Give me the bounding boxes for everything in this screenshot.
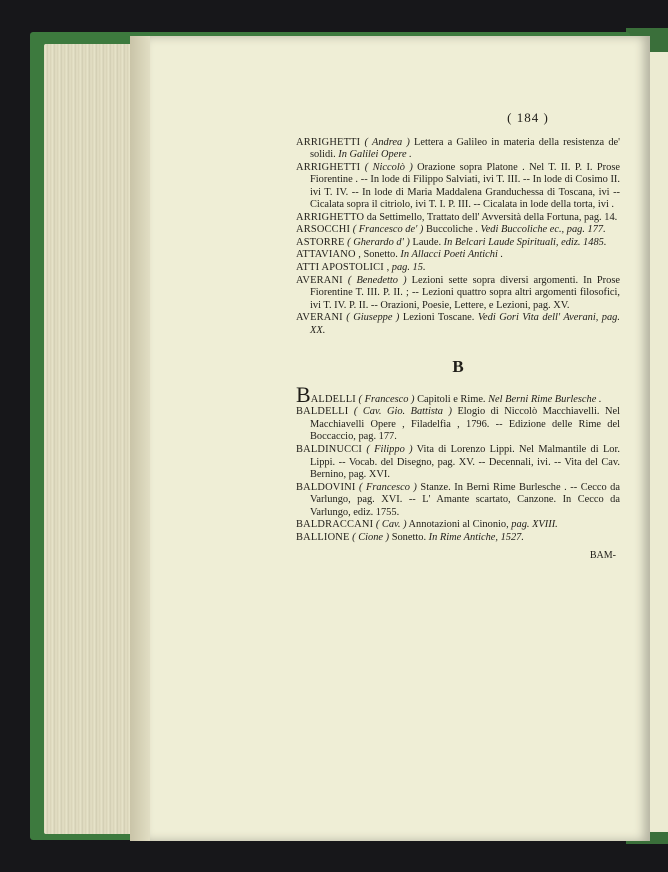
entry-text: Sonetto. (389, 531, 429, 543)
index-entry (296, 237, 620, 250)
entry-reference: In Allacci Poeti Antichi . (400, 249, 504, 261)
entry-text: , Sonetto. (355, 249, 401, 261)
entry-heading: ATTAVIANO (296, 249, 356, 261)
entry-reference: Vedi Gori Vita dell' Averani, pag. XX. (310, 312, 620, 336)
index-entry (296, 406, 620, 444)
index-entry (296, 212, 620, 225)
index-entry (296, 249, 620, 262)
entry-text: Lezioni sette sopra diversi argomenti. In Prose Fiorentine T. III. P. II. ; -- Lezioni quattro sopra altri argomenti filosofici, ivi T. IV. P. II. -- Orazioni, Poesie, Lettere, e Lezioni, pag. XV. (310, 274, 620, 311)
entries-section-b (296, 381, 620, 545)
entry-name: ( Francesco de' ) (350, 224, 424, 236)
entry-name: ( Filippo ) (362, 444, 413, 456)
index-entry (296, 162, 620, 212)
index-entry (296, 482, 620, 520)
entry-text: , (383, 262, 392, 274)
entry-heading: ARRIGHETTO (296, 211, 365, 223)
entry-name: ( Niccolò ) (360, 161, 413, 173)
entry-heading: ASTORRE (296, 236, 345, 248)
section-heading: B (452, 357, 464, 377)
entry-heading: ARRIGHETTI (296, 136, 361, 148)
entry-heading: BALDOVINI (296, 481, 356, 493)
entry-heading: ARRIGHETTI (296, 161, 361, 173)
entry-name: ( Francesco ) (355, 481, 417, 493)
entry-reference: In Belcari Laude Spirituali, ediz. 1485. (443, 236, 607, 248)
entry-heading: AVERANI (296, 312, 343, 324)
entry-name: ( Francesco ) (355, 393, 415, 405)
index-entry (296, 312, 620, 337)
entry-text: da Settimello, Trattato dell' Avversità della Fortuna, pag. 14. (364, 211, 618, 223)
entry-name: ( Cav. Gio. Battista ) (348, 406, 452, 418)
entry-name: ( Cav. ) (373, 519, 407, 531)
entry-name: ( Gherardo d' ) (344, 236, 410, 248)
entry-text: Capitoli e Rime. (414, 393, 489, 405)
index-entry (296, 444, 620, 482)
entry-text: Lezioni Toscane. (399, 312, 478, 324)
entry-text: Elogio di Niccolò Macchiavelli. Nel Macchiavelli Opere , Filadelfia , 1796. -- Edizione delle Rime del Boccaccio, pag. 177. (310, 406, 620, 443)
entry-heading: BALDRACCANI (296, 519, 374, 531)
entry-heading: ARSOCCHI (296, 224, 351, 236)
entry-text: Buccoliche . (423, 224, 481, 236)
entry-reference: In Galilei Opere . (338, 149, 412, 161)
entry-reference: pag. 15. (391, 262, 426, 274)
entry-reference: In Rime Antiche, 1527. (428, 531, 524, 543)
entry-text: Vita di Lorenzo Lippi. Nel Malmantile di Lor. Lippi. -- Vocab. del Disegno, pag. XV. -- Decennali, ivi. -- Vita del Cav. Bernino, pag. XVI. (310, 444, 620, 481)
entry-text: Orazione sopra Platone . Nel T. II. P. I. Prose Fiorentine . -- In lode di Filippo Salviati, ivi T. III. -- In lode di Cosimo II. ivi T. IV. -- In lode di Maria Maddalena Granduchessa di Toscana, ivi -- Cicalata sopra il citriolo, ivi T. I. P. III. -- Cicalata in lode della torta, ivi . (310, 161, 620, 211)
index-entry (296, 224, 620, 237)
index-entry (296, 262, 620, 275)
entry-name: ( Benedetto ) (342, 274, 407, 286)
page-number: ( 184 ) (507, 110, 549, 125)
entry-text: Annotazioni al Cinonio, (406, 519, 512, 531)
entry-name: ( Cione ) (349, 531, 390, 543)
index-entry (296, 381, 620, 407)
entry-reference: pag. XVIII. (511, 519, 558, 531)
entry-heading: BALLIONE (296, 531, 350, 543)
entry-text: Stanze. In Berni Rime Burlesche . -- Cecco da Varlungo, pag. XVI. -- L' Amante scartato, Canzone. In Cecco da Varlungo, ediz. 1755. (310, 481, 620, 518)
entry-text: Laude. (409, 236, 444, 248)
entry-heading: AVERANI (296, 274, 343, 286)
index-entry (296, 137, 620, 162)
entry-reference: Nel Berni Rime Burlesche . (488, 393, 602, 405)
entry-name: ( Andrea ) (360, 136, 410, 148)
catchword: BAM- (589, 550, 616, 562)
index-entry (296, 519, 620, 532)
drop-initial: B (296, 381, 311, 407)
entry-heading: BALDELLI (296, 406, 349, 418)
page-text (296, 112, 620, 563)
entry-name: ( Giuseppe ) (342, 312, 400, 324)
index-entry (296, 532, 620, 545)
entry-heading: ATTI APOSTOLICI (296, 262, 384, 274)
index-entry (296, 275, 620, 313)
entry-heading: ALDELLI (310, 393, 356, 405)
entry-reference: Vedi Buccoliche ec., pag. 177. (480, 224, 606, 236)
entries-section-a (296, 137, 620, 338)
entry-text: Lettera a Galileo in materia della resistenza de' solidi. (310, 136, 620, 161)
entry-heading: BALDINUCCI (296, 444, 363, 456)
